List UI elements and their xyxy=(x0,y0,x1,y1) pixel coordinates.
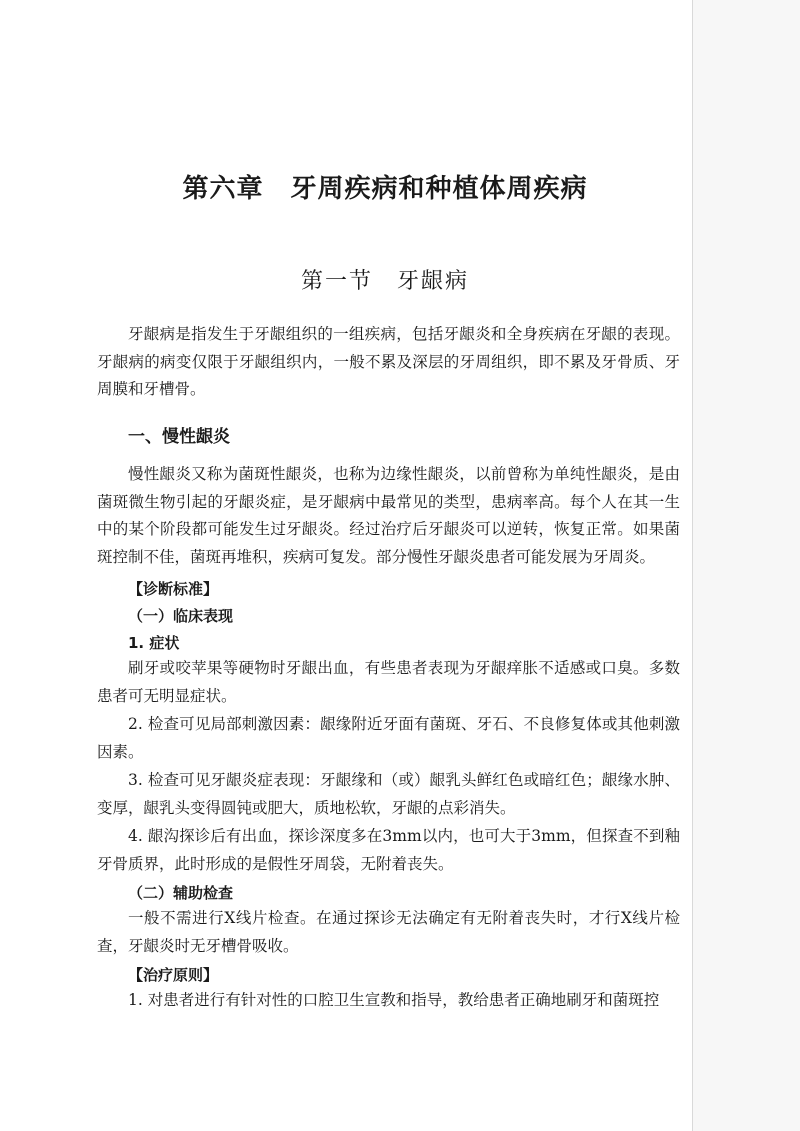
auxiliary-heading: （二）辅助检查 xyxy=(128,884,234,902)
intro-paragraph: 牙龈病是指发生于牙龈组织的一组疾病，包括牙龈炎和全身疾病在牙龈的表现。牙龈病的病变仅限于牙龈组织内，一般不累及深层的牙周组织，即不累及牙骨质、牙周膜和牙槽骨。 xyxy=(97,325,680,398)
chapter-title: 第六章 牙周疾病和种植体周疾病 xyxy=(182,174,588,204)
auxiliary-text: 一般不需进行X线片检查。在通过探诊无法确定有无附着丧失时，才行X线片检查，牙龈炎时无牙槽骨吸收。 xyxy=(97,909,680,955)
exam-item-4: 4. 龈沟探诊后有出血，探诊深度多在3mm以内，也可大于3mm，但探查不到釉牙骨质界，此时形成的是假性牙周袋，无附着丧失。 xyxy=(97,827,680,873)
exam-item-2: 2. 检查可见局部刺激因素：龈缘附近牙面有菌斑、牙石、不良修复体或其他刺激因素。 xyxy=(97,715,680,761)
treatment-item-1: 1. 对患者进行有针对性的口腔卫生宣教和指导，教给患者正确地刷牙和菌斑控 xyxy=(128,991,660,1009)
subsection-paragraph: 慢性龈炎又称为菌斑性龈炎，也称为边缘性龈炎，以前曾称为单纯性龈炎，是由菌斑微生物引起的牙龈炎症，是牙龈病中最常见的类型，患病率高。每个人在其一生中的某个阶段都可能发生过牙龈炎。经过治疗后牙龈炎可以逆转，恢复正常。如果菌斑控制不佳，菌斑再堆积，疾病可复发。部分慢性牙龈炎患者可能发展为牙周炎。 xyxy=(97,465,680,566)
clinical-heading: （一）临床表现 xyxy=(128,607,234,625)
diagnosis-heading: 【诊断标准】 xyxy=(128,580,219,598)
section-title: 第一节 牙龈病 xyxy=(300,269,469,294)
treatment-heading: 【治疗原则】 xyxy=(128,966,219,984)
subsection-heading: 一、慢性龈炎 xyxy=(128,427,230,447)
exam-item-3: 3. 检查可见牙龈炎症表现：牙龈缘和（或）龈乳头鲜红色或暗红色；龈缘水肿、变厚，龈乳头变得圆钝或肥大，质地松软，牙龈的点彩消失。 xyxy=(97,771,680,817)
symptoms-text: 刷牙或咬苹果等硬物时牙龈出血，有些患者表现为牙龈痒胀不适感或口臭。多数患者可无明显症状。 xyxy=(97,659,680,705)
symptoms-heading: 1. 症状 xyxy=(128,634,180,652)
